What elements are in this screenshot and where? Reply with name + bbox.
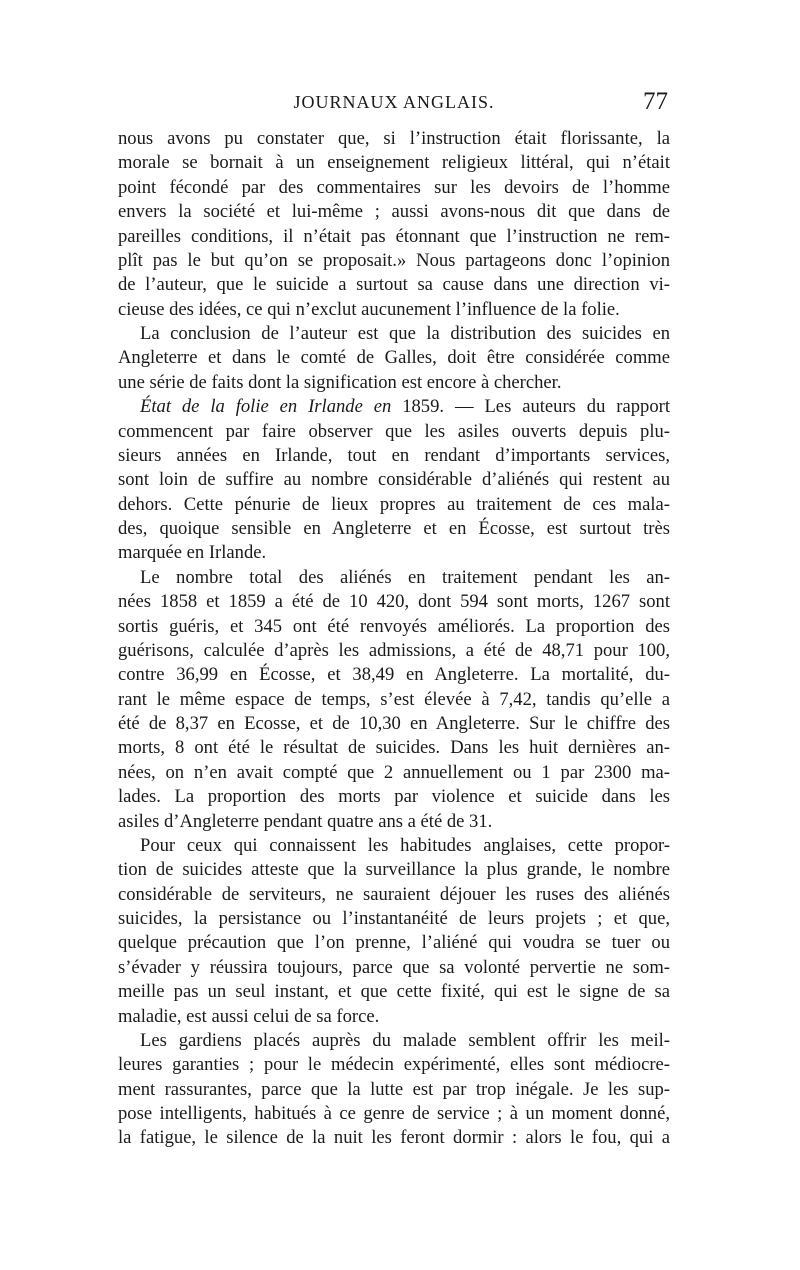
text-line: pose intelligents, habitués à ce genre de service ; à un moment donné,	[118, 1103, 670, 1124]
section-heading-title: État de la folie en Irlande en	[140, 396, 392, 418]
text-line: Pour ceux qui connaissent les habitudes anglaises, cette propor-	[140, 834, 670, 856]
text-line: guérisons, calculée d’après les admissions, a été de 48,71 pour 100,	[118, 639, 670, 661]
text-line: La conclusion de l’auteur est que la distribution des suicides en	[140, 323, 670, 344]
text-line: sortis guéris, et 345 ont été renvoyés améliorés. La proportion des	[118, 615, 670, 637]
text-line: meille pas un seul instant, et que cette fixité, qui est le signe de sa	[118, 981, 670, 1003]
running-head	[118, 88, 670, 118]
page-number: 77	[643, 88, 668, 115]
text-line: pareilles conditions, il n’était pas étonnant que l’instruction ne rem-	[118, 225, 670, 247]
text-line: leures garanties ; pour le médecin expérimenté, elles sont médiocre-	[118, 1054, 670, 1076]
text-line: commencent par faire observer que les asiles ouverts depuis plu-	[118, 420, 670, 442]
text-line: nous avons pu constater que, si l’instruction était florissante, la	[118, 128, 670, 149]
text-line: envers la société et lui-même ; aussi avons-nous dit que dans de	[118, 201, 670, 223]
text-line: plît pas le but qu’on se proposait.» Nous partageons donc l’opinion	[118, 249, 670, 271]
text-line: sieurs années en Irlande, tout en rendant d’importants services,	[118, 444, 670, 466]
text-line: Angleterre et dans le comté de Galles, doit être considérée comme	[118, 347, 670, 369]
text-line: maladie, est aussi celui de sa force.	[118, 1005, 380, 1027]
text-line: nées, on n’en avait compté que 2 annuellement ou 1 par 2300 ma-	[118, 761, 670, 783]
text-line: point fécondé par des commentaires sur les devoirs de l’homme	[118, 176, 670, 198]
text-line: quelque précaution que l’on prenne, l’aliéné qui voudra se tuer ou	[118, 932, 670, 954]
text-line: cieuse des idées, ce qui n’exclut aucunement l’influence de la folie.	[118, 298, 620, 320]
body-text	[118, 127, 670, 1151]
text-line: morts, 8 ont été le résultat de suicides. Dans les huit dernières an-	[118, 737, 670, 759]
text-line: sont loin de suffire au nombre considérable d’aliénés qui restent au	[118, 469, 670, 491]
text-line: tion de suicides atteste que la surveillance la plus grande, le nombre	[118, 859, 670, 881]
text-line: lades. La proportion des morts par violence et suicide dans les	[118, 786, 670, 808]
text-line: rant le même espace de temps, s’est élevée à 7,42, tandis qu’elle a	[118, 688, 670, 710]
text-line: des, quoique sensible en Angleterre et en Écosse, est surtout très	[118, 518, 670, 539]
text-line: considérable de serviteurs, ne sauraient déjouer les ruses des aliénés	[118, 883, 670, 905]
text-line: une série de faits dont la signification est encore à chercher.	[118, 371, 562, 393]
text-line: été de 8,37 en Ecosse, et de 10,30 en Angleterre. Sur le chiffre des	[118, 713, 670, 734]
text-line: Les gardiens placés auprès du malade semblent offrir les meil-	[140, 1029, 670, 1051]
text-line: de l’auteur, que le suicide a surtout sa cause dans une direction vi-	[118, 274, 670, 296]
text-line: nées 1858 et 1859 a été de 10 420, dont 594 sont morts, 1267 sont	[118, 591, 670, 613]
section-heading-line: État de la folie en Irlande en 1859. — Les auteurs du rapport	[140, 396, 670, 418]
text-line: contre 36,99 en Écosse, et 38,49 en Angleterre. La mortalité, du-	[118, 664, 670, 686]
text-line: morale se bornait à un enseignement religieux littéral, qui n’était	[118, 152, 670, 174]
text-line: dehors. Cette pénurie de lieux propres au traitement de ces mala-	[118, 493, 670, 515]
text-line: suicides, la persistance ou l’instantanéité de leurs projets ; et que,	[118, 908, 670, 929]
text-line: Le nombre total des aliénés en traitement pendant les an-	[140, 566, 670, 588]
text-line: asiles d’Angleterre pendant quatre ans a été de 31.	[118, 810, 493, 832]
running-title: JOURNAUX ANGLAIS.	[293, 92, 495, 112]
text-line: la fatigue, le silence de la nuit les feront dormir : alors le fou, qui a	[118, 1127, 670, 1149]
text-line: s’évader y réussira toujours, parce que sa volonté pervertie ne som-	[118, 956, 670, 978]
text-line: ment rassurantes, parce que la lutte est par trop inégale. Je les sup-	[118, 1078, 670, 1100]
text-line: marquée en Irlande.	[118, 542, 267, 564]
